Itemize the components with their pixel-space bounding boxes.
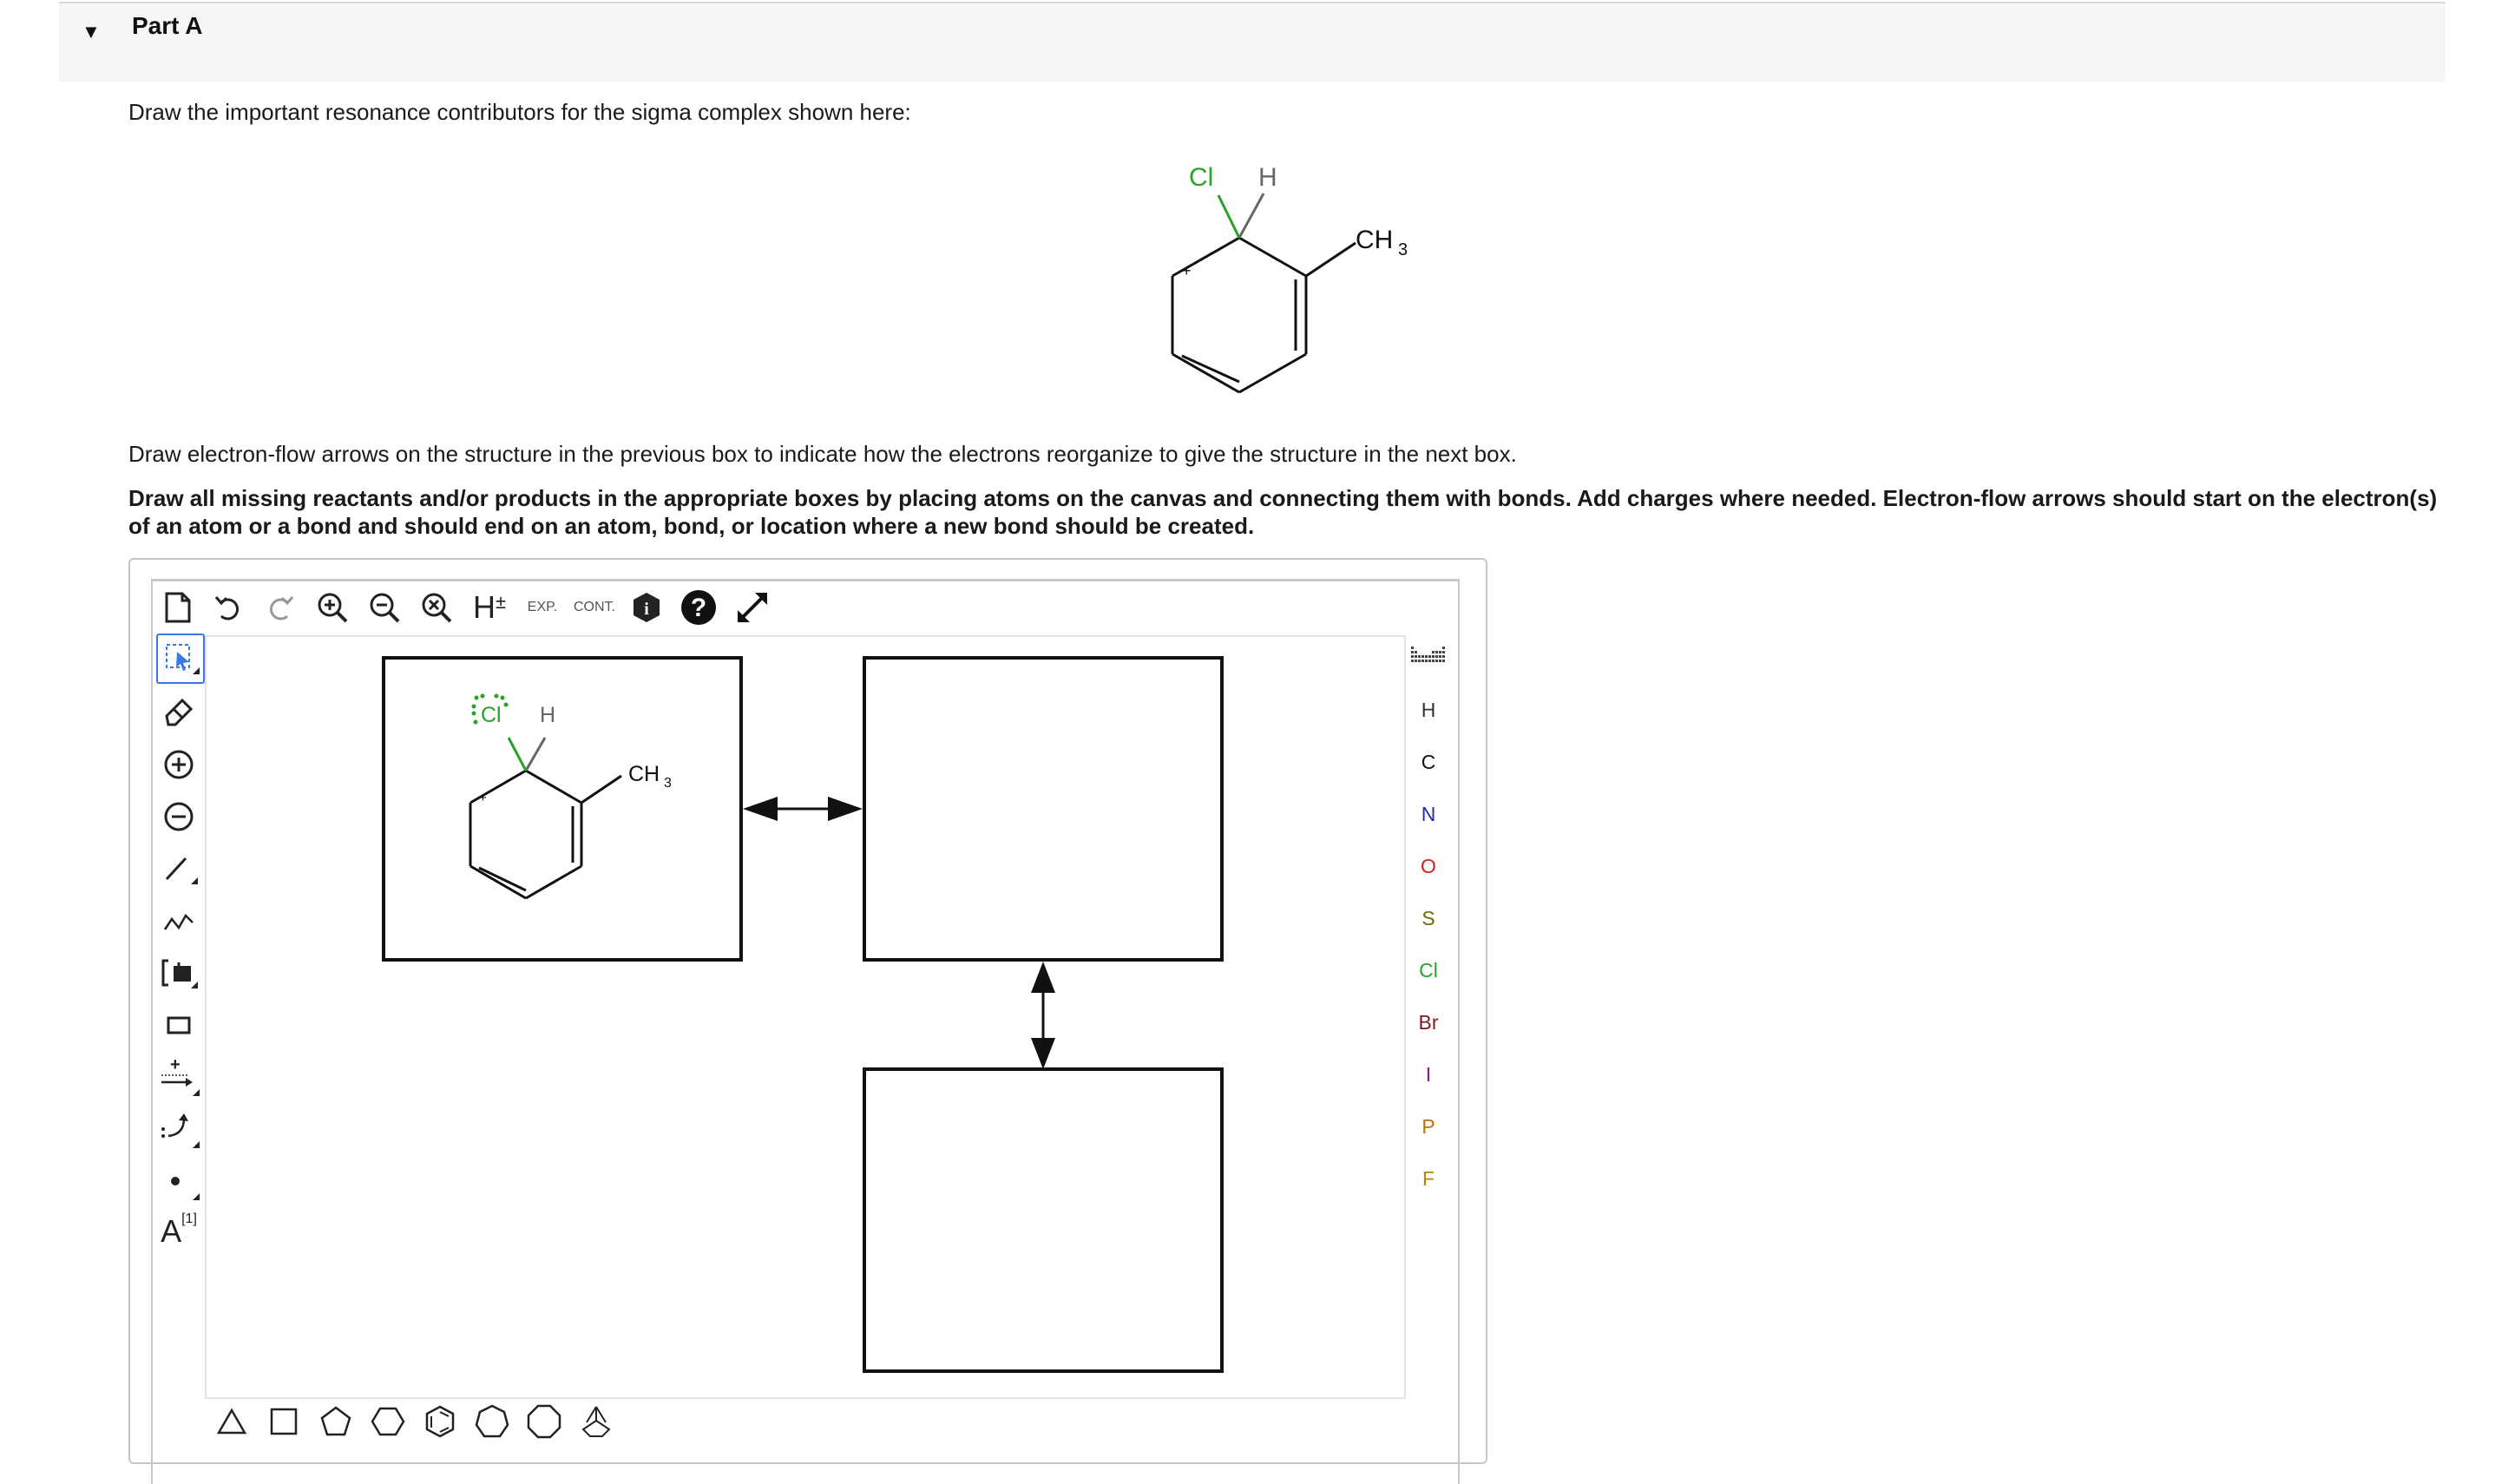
zoom-reset-icon: [419, 590, 454, 625]
hydrogen-label: H: [1258, 163, 1277, 192]
atom-button-s[interactable]: [1406, 896, 1451, 940]
atom-button-br[interactable]: [1406, 1001, 1451, 1044]
text-tool-label: A: [161, 1213, 182, 1249]
select-tool-button[interactable]: [156, 634, 205, 684]
document-icon: [163, 591, 193, 624]
chain-tool[interactable]: [156, 897, 201, 944]
atom-button-o[interactable]: [1406, 844, 1451, 888]
triangle-icon: [216, 1406, 247, 1437]
atom-label-h: H: [1421, 699, 1436, 721]
minus-circle-icon: [161, 799, 196, 834]
heptagon-template-button[interactable]: [472, 1402, 512, 1441]
methyl-label: CH: [1356, 226, 1394, 254]
h-plusminus: ±: [495, 591, 507, 613]
atom-label-s: S: [1421, 907, 1435, 929]
square-icon: [268, 1406, 299, 1437]
svg-text:i: i: [644, 600, 649, 619]
atom-button-h[interactable]: [1406, 688, 1451, 732]
bond-line-icon: [160, 850, 198, 888]
atom-label-n: N: [1421, 803, 1436, 825]
octagon-template-button[interactable]: [524, 1402, 564, 1441]
single-bond-tool[interactable]: [156, 845, 201, 892]
zoom-reset-button[interactable]: [415, 583, 458, 632]
atom-label-cl: Cl: [1419, 959, 1438, 982]
contributor-box-2[interactable]: [864, 658, 1222, 960]
redo-icon: [265, 592, 296, 623]
zoom-in-button[interactable]: [311, 583, 354, 632]
eraser-icon: [161, 693, 196, 728]
contributor-box-3[interactable]: [864, 1069, 1222, 1371]
dot-icon: [158, 1160, 200, 1202]
help-icon: [680, 588, 718, 627]
svg-text:+: +: [479, 791, 487, 805]
bracket-template-icon: [160, 954, 198, 992]
positive-charge-tool[interactable]: [156, 741, 201, 788]
atom-button-cl[interactable]: [1406, 949, 1451, 992]
redo-button[interactable]: [259, 583, 302, 632]
svg-text:CH: CH: [628, 762, 660, 786]
zoom-out-icon: [367, 590, 402, 625]
undo-button[interactable]: [207, 583, 250, 632]
atom-label-br: Br: [1418, 1011, 1439, 1034]
zoom-out-button[interactable]: [363, 583, 406, 632]
methyl-subscript: 3: [1398, 240, 1408, 259]
periodic-table-button[interactable]: [1406, 640, 1451, 684]
atom-label-o: O: [1421, 855, 1436, 877]
periodic-table-icon: [1409, 643, 1448, 669]
atom-label-f: F: [1421, 1167, 1435, 1190]
svg-text:3: 3: [664, 776, 672, 791]
positive-charge: +: [1182, 262, 1192, 279]
pentagon-template-button[interactable]: [316, 1402, 356, 1441]
h-label: H: [472, 589, 496, 625]
collapse-caret-icon[interactable]: ▼: [82, 21, 101, 43]
svg-text:+: +: [170, 1056, 181, 1074]
hexagon-template-button[interactable]: [368, 1402, 408, 1441]
contributor-box-1[interactable]: [384, 658, 741, 960]
sigma-complex-structure: [1128, 148, 1475, 408]
help-button[interactable]: [677, 583, 720, 632]
rectangle-icon: [161, 1008, 196, 1042]
resonance-arrow-vertical: [1031, 962, 1055, 1069]
instructions-prompt: Draw all missing reactants and/or products in the appropriate boxes by placing atoms on the canvas and connecting them with bonds. Add charges where needed. Electron-flow arrows should start on the electron(s) of an atom or a bond and should end on an atom, bond, or location where a new bond should be created.: [128, 485, 2438, 539]
part-title: Part A: [132, 12, 203, 39]
benzene-icon: [423, 1404, 457, 1439]
atom-label-c: C: [1421, 751, 1436, 773]
square-template-button[interactable]: [264, 1402, 304, 1441]
svg-text:?: ?: [690, 594, 707, 622]
contract-label: CONT.: [574, 600, 615, 614]
info-icon: [630, 591, 663, 624]
eraser-tool-button[interactable]: [156, 687, 201, 734]
atom-button-c[interactable]: [1406, 740, 1451, 784]
octagon-icon: [526, 1403, 562, 1440]
plus-circle-icon: [161, 747, 196, 782]
atom-label-p: P: [1421, 1115, 1435, 1138]
atom-button-p[interactable]: [1406, 1105, 1451, 1148]
arrow-prompt: Draw electron-flow arrows on the structure in the previous box to indicate how the electrons reorganize to give the structure in the next box.: [128, 441, 1517, 467]
triangle-template-button[interactable]: [212, 1402, 252, 1441]
atom-button-i[interactable]: [1406, 1053, 1451, 1096]
part-header[interactable]: [59, 2, 2446, 82]
text-tool-superscript: [1]: [181, 1211, 197, 1226]
reaction-arrow-icon: [158, 1056, 200, 1098]
resonance-arrow-horizontal: [743, 797, 863, 821]
pentagon-icon: [318, 1404, 353, 1439]
new-document-button[interactable]: [156, 583, 200, 632]
template-tool[interactable]: [156, 949, 201, 996]
reaction-arrow-tool[interactable]: [156, 1054, 201, 1100]
contract-button[interactable]: [569, 583, 620, 632]
svg-text:Cl: Cl: [481, 703, 502, 727]
expand-button[interactable]: [521, 583, 564, 632]
rectangle-tool[interactable]: [156, 1001, 201, 1048]
lone-pair-tool[interactable]: [156, 1158, 201, 1205]
bicyclic-icon: [578, 1403, 614, 1440]
lasso-select-icon: [161, 640, 200, 678]
text-tool[interactable]: [156, 1208, 201, 1255]
canvas-content: [205, 635, 1402, 1395]
curved-arrow-icon: [158, 1108, 200, 1150]
atom-button-n[interactable]: [1406, 792, 1451, 836]
svg-text:H: H: [540, 703, 556, 727]
intro-prompt: Draw the important resonance contributors for the sigma complex shown here:: [128, 99, 911, 125]
benzene-template-button[interactable]: [420, 1402, 460, 1441]
expand-label: EXP.: [527, 600, 558, 614]
electron-flow-arrow-tool[interactable]: [156, 1106, 201, 1152]
undo-icon: [213, 592, 244, 623]
box1-molecule[interactable]: [470, 694, 672, 899]
hexagon-icon: [371, 1404, 405, 1439]
expand-arrows-icon: [732, 588, 772, 627]
chlorine-label: Cl: [1189, 163, 1214, 192]
negative-charge-tool[interactable]: [156, 793, 201, 840]
heptagon-icon: [474, 1403, 510, 1440]
info-button[interactable]: [625, 583, 668, 632]
fullscreen-button[interactable]: [729, 583, 776, 632]
explicit-hydrogens-button[interactable]: [465, 583, 514, 632]
bicyclic-template-button[interactable]: [576, 1402, 616, 1441]
atom-label-i: I: [1425, 1063, 1432, 1086]
chain-icon: [161, 903, 196, 938]
atom-button-f[interactable]: [1406, 1157, 1451, 1200]
zoom-in-icon: [315, 590, 350, 625]
